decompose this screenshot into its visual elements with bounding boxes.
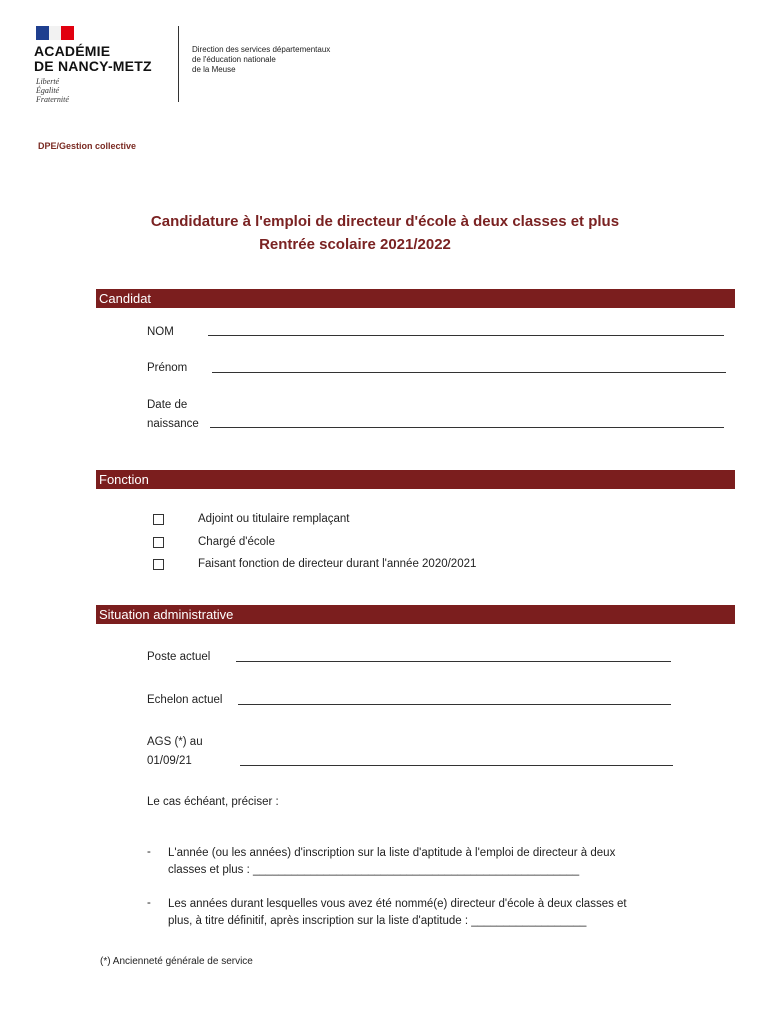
checkbox-charge-ecole[interactable] <box>153 537 164 548</box>
option-charge-ecole: Chargé d'école <box>198 536 275 548</box>
checkbox-faisant-fonction[interactable] <box>153 559 164 570</box>
section-situation-heading: Situation administrative <box>99 607 234 622</box>
prenom-field[interactable] <box>212 372 726 373</box>
direction-line3: de la Meuse <box>192 65 236 74</box>
ags-label-line1: AGS (*) au <box>147 736 203 748</box>
date-naissance-field[interactable] <box>210 427 724 428</box>
cas-echeant-label: Le cas échéant, préciser : <box>147 796 279 808</box>
motto-liberte: Liberté <box>36 77 60 86</box>
academy-name-line1: ACADÉMIE <box>34 43 111 59</box>
footnote: (*) Ancienneté générale de service <box>100 956 253 967</box>
date-label-line2: naissance <box>147 418 199 430</box>
option-faisant-fonction: Faisant fonction de directeur durant l'année 2020/2021 <box>198 558 477 570</box>
direction-line1: Direction des services départementaux <box>192 45 331 54</box>
academy-name-line2: DE NANCY-METZ <box>34 58 152 74</box>
service-label: DPE/Gestion collective <box>38 141 137 151</box>
motto-egalite: Égalité <box>36 86 60 95</box>
ags-label-line2: 01/09/21 <box>147 755 192 767</box>
option-adjoint: Adjoint ou titulaire remplaçant <box>198 513 350 525</box>
item2-line2[interactable]: plus, à titre définitif, après inscription sur la liste d'aptitude : __________________ <box>168 915 587 927</box>
document-subtitle: Rentrée scolaire 2021/2022 <box>259 236 451 253</box>
poste-label: Poste actuel <box>147 651 211 663</box>
republic-flag-logo <box>36 26 74 40</box>
motto-fraternite: Fraternité <box>36 95 69 104</box>
nom-label: NOM <box>147 326 174 338</box>
prenom-label: Prénom <box>147 362 188 374</box>
header-divider <box>178 26 179 102</box>
echelon-field[interactable] <box>238 704 671 705</box>
section-fonction <box>96 470 735 489</box>
date-label-line1: Date de <box>147 399 188 411</box>
nom-field[interactable] <box>208 335 724 336</box>
item1-line2[interactable]: classes et plus : ___________________________________________________ <box>168 864 580 876</box>
checkbox-adjoint[interactable] <box>153 514 164 525</box>
bullet-2: - <box>147 897 151 909</box>
section-situation <box>96 605 735 624</box>
document-title: Candidature à l'emploi de directeur d'école à deux classes et plus <box>150 213 620 230</box>
item2-line1: Les années durant lesquelles vous avez été nommé(e) directeur d'école à deux classes et <box>168 898 627 910</box>
direction-line2: de l'éducation nationale <box>192 55 276 64</box>
echelon-label: Echelon actuel <box>147 694 223 706</box>
item1-line1: L'année (ou les années) d'inscription sur la liste d'aptitude à l'emploi de directeur à deux <box>168 847 616 859</box>
section-fonction-heading: Fonction <box>99 472 149 487</box>
section-candidat-heading: Candidat <box>99 291 152 306</box>
bullet-1: - <box>147 846 151 858</box>
section-candidat <box>96 289 735 308</box>
poste-field[interactable] <box>236 661 671 662</box>
ags-field[interactable] <box>240 765 673 766</box>
